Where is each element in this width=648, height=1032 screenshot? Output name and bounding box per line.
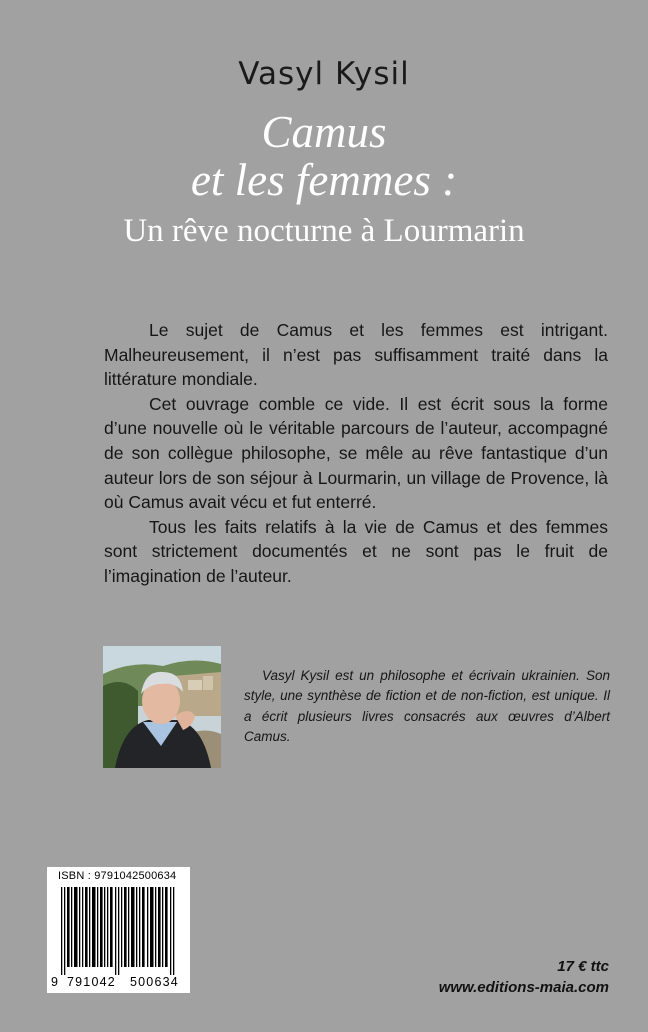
barcode-label [47, 867, 190, 993]
book-title-line2: et les femmes : [190, 155, 458, 205]
isbn-number: ISBN : 9791042500634 [58, 870, 177, 882]
blurb-paragraph: Le sujet de Camus et les femmes est intrigant. Malheureusement, il n’est pas suffisamment traité dans la littérature mondiale. [104, 320, 608, 390]
author-photo [103, 646, 221, 768]
barcode-digits-left: 791042 [67, 975, 116, 989]
back-cover-blurb [104, 318, 608, 589]
blurb-paragraph: Tous les faits relatifs à la vie de Camus et des femmes sont strictement documentés et ne sont pas le fruit de l’imagination de l’auteur. [104, 516, 608, 586]
publisher-website: www.editions-maia.com [438, 979, 609, 996]
barcode-digits-right: 500634 [130, 975, 179, 989]
book-title-line1: Camus [261, 107, 387, 157]
barcode-digit-first: 9 [51, 975, 60, 989]
blurb-paragraph: Cet ouvrage comble ce vide. Il est écrit sous la forme d’une nouvelle où le véritable parcours de l’auteur, accompagné de son collègue philosophe, se mêle au rêve fantastique d’un auteur lors de son séjour à Lourmarin, un village de Provence, là où Camus avait vécu et fut enterré. [104, 393, 608, 513]
author-name: Vasyl Kysil [238, 56, 410, 92]
book-subtitle: Un rêve nocturne à Lourmarin [123, 213, 525, 249]
author-bio: Vasyl Kysil est un philosophe et écrivain ukrainien. Son style, une synthèse de fiction et de non-fiction, est unique. Il a écrit plusieurs livres consacrés aux œuvres d’Albert Camus. [244, 668, 610, 745]
barcode [55, 887, 183, 975]
price: 17 € ttc [557, 958, 609, 975]
